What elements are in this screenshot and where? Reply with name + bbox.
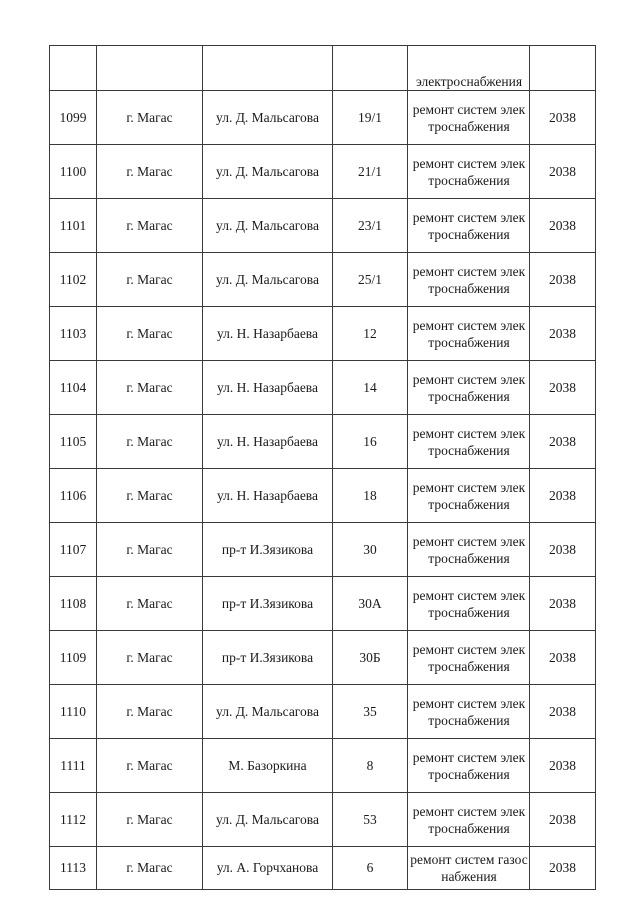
cell-house: 53	[333, 793, 408, 847]
cell-year: 2038	[530, 199, 596, 253]
cell-house: 14	[333, 361, 408, 415]
cell-house: 30А	[333, 577, 408, 631]
cell-number: 1111	[50, 739, 97, 793]
cell-city: г. Магас	[97, 469, 203, 523]
cell-house: 21/1	[333, 145, 408, 199]
cell-house: 8	[333, 739, 408, 793]
cell-number: 1099	[50, 91, 97, 145]
cell-work-type	[408, 739, 530, 793]
cell-house: 30Б	[333, 631, 408, 685]
cell-street: М. Базоркина	[203, 739, 333, 793]
cell-number: 1110	[50, 685, 97, 739]
work-type-text: ремонт систем электроснабжения	[412, 533, 526, 566]
cell-work-type	[408, 685, 530, 739]
cell-work-type	[408, 46, 530, 91]
cell-year: 2038	[530, 577, 596, 631]
cell-number: 1100	[50, 145, 97, 199]
work-type-text: ремонт систем электроснабжения	[412, 803, 526, 836]
cell-number: 1103	[50, 307, 97, 361]
document-page	[49, 45, 595, 890]
cell-house: 23/1	[333, 199, 408, 253]
cell-number: 1106	[50, 469, 97, 523]
cell-number: 1107	[50, 523, 97, 577]
cell-work-type	[408, 361, 530, 415]
cell-city: г. Магас	[97, 739, 203, 793]
cell-street: ул. А. Горчханова	[203, 847, 333, 890]
work-type-text: ремонт систем электроснабжения	[412, 749, 526, 782]
cell-year	[530, 46, 596, 91]
cell-street: ул. Н. Назарбаева	[203, 469, 333, 523]
table-row	[50, 523, 596, 577]
work-type-text: ремонт систем газоснабжения	[410, 852, 528, 884]
table-row	[50, 253, 596, 307]
cell-year: 2038	[530, 91, 596, 145]
table-row	[50, 685, 596, 739]
cell-number: 1108	[50, 577, 97, 631]
cell-year: 2038	[530, 253, 596, 307]
table-row	[50, 307, 596, 361]
table-row	[50, 739, 596, 793]
cell-work-type	[408, 253, 530, 307]
cell-number: 1105	[50, 415, 97, 469]
cell-street: пр-т И.Зязикова	[203, 631, 333, 685]
table-row	[50, 469, 596, 523]
cell-street: ул. Н. Назарбаева	[203, 307, 333, 361]
work-type-text: ремонт систем электроснабжения	[412, 479, 526, 512]
cell-street	[203, 46, 333, 91]
cell-number: 1104	[50, 361, 97, 415]
cell-street: ул. Д. Мальсагова	[203, 253, 333, 307]
cell-city: г. Магас	[97, 793, 203, 847]
cell-year: 2038	[530, 145, 596, 199]
cell-work-type	[408, 847, 530, 890]
work-type-text: ремонт систем электроснабжения	[412, 209, 526, 242]
cell-city: г. Магас	[97, 523, 203, 577]
cell-number: 1113	[50, 847, 97, 890]
cell-city: г. Магас	[97, 199, 203, 253]
cell-house: 6	[333, 847, 408, 890]
work-type-text: ремонт систем электроснабжения	[412, 641, 526, 674]
cell-work-type	[408, 523, 530, 577]
cell-street: ул. Д. Мальсагова	[203, 145, 333, 199]
cell-street: пр-т И.Зязикова	[203, 577, 333, 631]
table-row	[50, 577, 596, 631]
work-type-text: ремонт систем электроснабжения	[412, 587, 526, 620]
cell-city: г. Магас	[97, 307, 203, 361]
cell-work-type	[408, 415, 530, 469]
table-row	[50, 847, 596, 890]
work-type-text: ремонт систем электроснабжения	[412, 371, 526, 404]
cell-work-type	[408, 199, 530, 253]
cell-work-type	[408, 577, 530, 631]
cell-city: г. Магас	[97, 577, 203, 631]
cell-number: 1112	[50, 793, 97, 847]
cell-year: 2038	[530, 847, 596, 890]
cell-house	[333, 46, 408, 91]
cell-house: 25/1	[333, 253, 408, 307]
cell-street: ул. Н. Назарбаева	[203, 415, 333, 469]
work-type-text: ремонт систем электроснабжения	[412, 263, 526, 296]
cell-work-type	[408, 145, 530, 199]
cell-work-type	[408, 469, 530, 523]
cell-year: 2038	[530, 631, 596, 685]
cell-street: пр-т И.Зязикова	[203, 523, 333, 577]
cell-house: 30	[333, 523, 408, 577]
work-type-text: электроснабжения	[415, 74, 523, 89]
table-row	[50, 631, 596, 685]
cell-work-type	[408, 91, 530, 145]
table-row	[50, 91, 596, 145]
cell-year: 2038	[530, 361, 596, 415]
cell-house: 19/1	[333, 91, 408, 145]
cell-street: ул. Д. Мальсагова	[203, 91, 333, 145]
cell-city: г. Магас	[97, 631, 203, 685]
table-row	[50, 199, 596, 253]
cell-year: 2038	[530, 685, 596, 739]
table-row	[50, 415, 596, 469]
cell-number: 1109	[50, 631, 97, 685]
cell-city: г. Магас	[97, 253, 203, 307]
cell-house: 18	[333, 469, 408, 523]
cell-year: 2038	[530, 307, 596, 361]
table-row	[50, 145, 596, 199]
work-type-text: ремонт систем электроснабжения	[412, 695, 526, 728]
cell-number	[50, 46, 97, 91]
cell-house: 16	[333, 415, 408, 469]
table-row	[50, 361, 596, 415]
cell-number: 1101	[50, 199, 97, 253]
cell-city: г. Магас	[97, 91, 203, 145]
cell-city: г. Магас	[97, 685, 203, 739]
cell-year: 2038	[530, 523, 596, 577]
cell-year: 2038	[530, 739, 596, 793]
cell-year: 2038	[530, 793, 596, 847]
cell-city: г. Магас	[97, 415, 203, 469]
work-type-text: ремонт систем электроснабжения	[412, 317, 526, 350]
cell-street: ул. Д. Мальсагова	[203, 793, 333, 847]
cell-city	[97, 46, 203, 91]
table-row-continued	[50, 46, 596, 91]
cell-year: 2038	[530, 415, 596, 469]
table-body	[50, 46, 596, 890]
cell-street: ул. Д. Мальсагова	[203, 685, 333, 739]
cell-street: ул. Н. Назарбаева	[203, 361, 333, 415]
housing-repair-table	[49, 45, 596, 890]
cell-house: 12	[333, 307, 408, 361]
work-type-text: ремонт систем электроснабжения	[412, 155, 526, 188]
cell-city: г. Магас	[97, 847, 203, 890]
table-row	[50, 793, 596, 847]
cell-year: 2038	[530, 469, 596, 523]
work-type-text: ремонт систем электроснабжения	[412, 425, 526, 458]
cell-city: г. Магас	[97, 145, 203, 199]
cell-work-type	[408, 307, 530, 361]
cell-number: 1102	[50, 253, 97, 307]
cell-work-type	[408, 631, 530, 685]
work-type-text: ремонт систем электроснабжения	[412, 101, 526, 134]
cell-work-type	[408, 793, 530, 847]
cell-city: г. Магас	[97, 361, 203, 415]
cell-street: ул. Д. Мальсагова	[203, 199, 333, 253]
cell-house: 35	[333, 685, 408, 739]
